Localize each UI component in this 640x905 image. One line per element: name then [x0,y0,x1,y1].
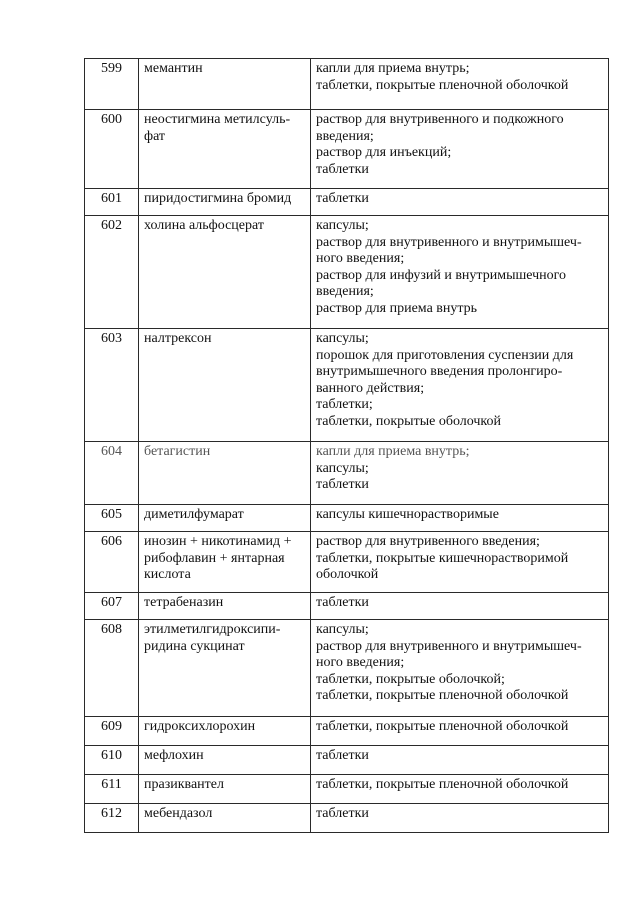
dosage-forms [311,442,609,505]
substance-name: диметилфумарат [139,505,311,532]
dosage-forms [311,216,609,329]
substance-name: тетрабеназин [139,593,311,620]
table-row [85,532,609,593]
substance-name: налтрексон [139,329,311,442]
dosage-form-line: капсулы кишечнорастворимые [316,507,499,522]
dosage-form-line: таблетки, покрытые пленочной оболочкой [316,777,569,792]
dosage-forms [311,620,609,717]
table-row [85,804,609,833]
substance-name: гидроксихлорохин [139,717,311,746]
dosage-form-line: капсулы; [316,460,369,476]
table-row [85,593,609,620]
row-number: 605 [85,505,139,532]
dosage-form-line: капли для приема внутрь; [316,444,470,459]
dosage-form-line: раствор для внутривенного и внутримышеч-ного введения; [316,638,582,670]
dosage-form-line: таблетки, покрытые пленочной оболочкой [316,688,569,703]
dosage-forms [311,804,609,833]
dosage-form-line: таблетки, покрытые оболочкой; [316,671,505,687]
dosage-form-line: таблетки [316,806,369,821]
table-row [85,59,609,110]
table-row [85,505,609,532]
row-number: 599 [85,59,139,110]
dosage-form-line: таблетки, покрытые пленочной оболочкой [316,77,569,93]
substance-name: инозин + никотинамид + рибофлавин + янтарная кислота [139,532,311,593]
dosage-forms [311,505,609,532]
dosage-form-line: капсулы; [316,622,369,637]
dosage-form-line: таблетки, покрытые оболочкой [316,413,502,429]
dosage-forms [311,329,609,442]
row-number: 606 [85,532,139,593]
dosage-form-line: раствор для внутривенного и подкожного введения; [316,112,564,144]
dosage-forms [311,717,609,746]
row-number: 602 [85,216,139,329]
row-number: 600 [85,110,139,189]
dosage-form-line: капсулы; [316,218,369,233]
table-row [85,746,609,775]
substance-name: бетагистин [139,442,311,505]
dosage-form-line: раствор для приема внутрь [316,300,478,316]
dosage-form-line: раствор для внутривенного введения; [316,534,540,549]
substance-name: неостигмина метилсуль-фат [139,110,311,189]
dosage-form-line: таблетки [316,191,369,206]
dosage-forms [311,189,609,216]
dosage-forms [311,775,609,804]
table-row [85,775,609,804]
dosage-form-line: раствор для инъекций; [316,145,452,160]
table-row [85,717,609,746]
substance-name: этилметилгидроксипи-ридина сукцинат [139,620,311,717]
row-number: 611 [85,775,139,804]
dosage-form-line: капсулы; [316,331,369,346]
dosage-form-line: таблетки; [316,397,373,412]
table-row [85,189,609,216]
row-number: 603 [85,329,139,442]
dosage-forms [311,593,609,620]
substance-name: холина альфосцерат [139,216,311,329]
row-number: 604 [85,442,139,505]
table-row [85,620,609,717]
substance-name: празиквантел [139,775,311,804]
dosage-form-line: раствор для инфузий и внутримышечного введения; [316,267,567,299]
substance-name: пиридостигмина бромид [139,189,311,216]
dosage-form-line: таблетки [316,161,369,177]
row-number: 612 [85,804,139,833]
dosage-form-line: капли для приема внутрь; [316,61,470,76]
dosage-forms [311,532,609,593]
dosage-form-line: таблетки [316,595,369,610]
row-number: 608 [85,620,139,717]
dosage-forms [311,746,609,775]
table-row [85,216,609,329]
table-row [85,329,609,442]
dosage-form-line: таблетки [316,748,369,763]
dosage-forms [311,110,609,189]
dosage-form-line: раствор для внутривенного и внутримышеч-ного введения; [316,234,582,266]
dosage-forms [311,59,609,110]
dosage-form-line: таблетки [316,477,369,492]
row-number: 610 [85,746,139,775]
substance-name: мемантин [139,59,311,110]
dosage-form-line: таблетки, покрытые кишечнорастворимой оболочкой [316,550,569,582]
table-row [85,110,609,189]
table-row [85,442,609,505]
substance-name: мебендазол [139,804,311,833]
dosage-form-line: таблетки, покрытые пленочной оболочкой [316,719,569,734]
substance-name: мефлохин [139,746,311,775]
row-number: 601 [85,189,139,216]
drug-table [84,58,609,833]
dosage-form-line: порошок для приготовления суспензии для внутримышечного введения пролонгиро-ванного действия; [316,347,574,396]
row-number: 609 [85,717,139,746]
row-number: 607 [85,593,139,620]
